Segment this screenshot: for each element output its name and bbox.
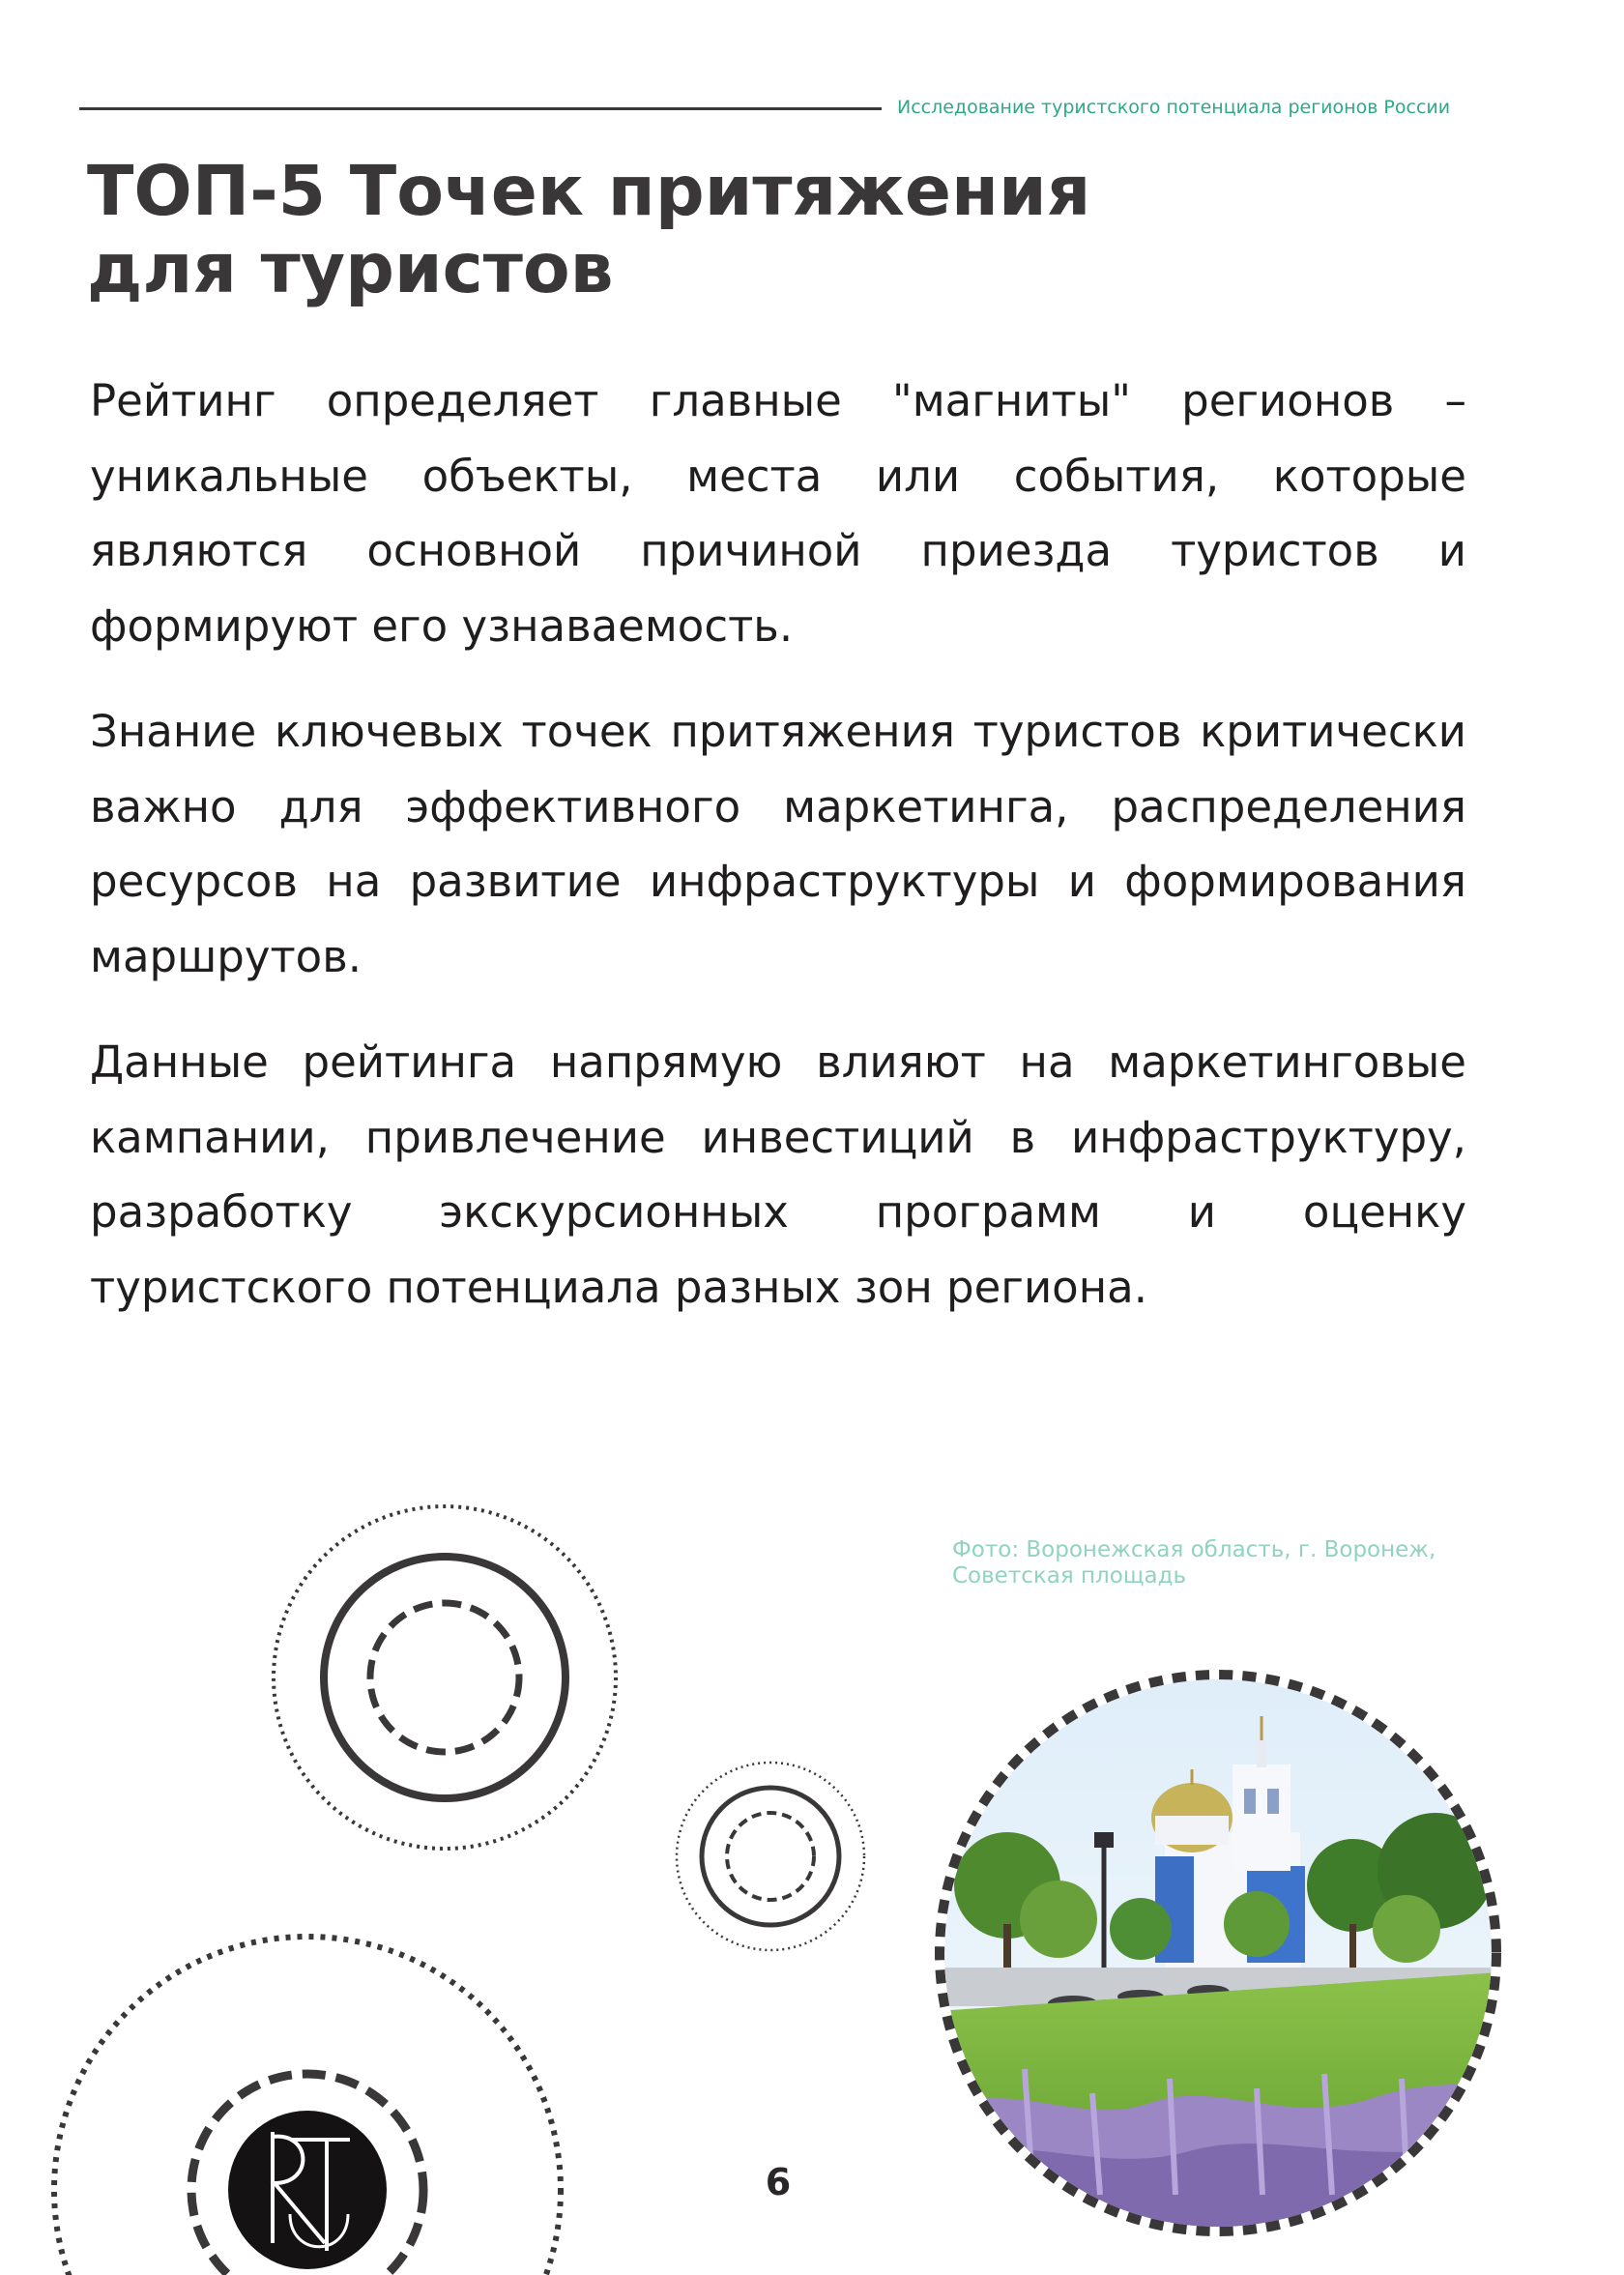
page-number: 6 xyxy=(765,2161,792,2203)
running-title: Исследование туристского потенциала регионов России xyxy=(897,97,1451,118)
paragraph-impact: Данные рейтинга напрямую влияют на маркетинговые кампании, привлечение инвестиций в инфраструктуру, разработку экскурсионных программ и оценку туристского потенциала разных зон региона. xyxy=(90,1036,1466,1313)
photo-caption: Фото: Воронежская область, г. Воронеж, Советская площадь xyxy=(952,1537,1436,1589)
page-title-line-2: для туристов xyxy=(87,228,614,308)
church-square-photo xyxy=(938,1673,1498,2233)
page-title-line-1: ТОП-5 Точек притяжения xyxy=(87,151,1091,231)
ring-cluster-large xyxy=(274,1506,616,1849)
paragraph-importance: Знание ключевых точек притяжения туристов критически важно для эффективного маркетинга, распределения ресурсов на развитие инфраструктуры и формирования маршрутов. xyxy=(90,706,1466,982)
paragraph-intro: Рейтинг определяет главные "магниты" регионов – уникальные объекты, места или события, которые являются основной причиной приезда туристов и формируют его узнаваемость. xyxy=(90,375,1466,652)
ring-cluster-small xyxy=(677,1763,864,1950)
